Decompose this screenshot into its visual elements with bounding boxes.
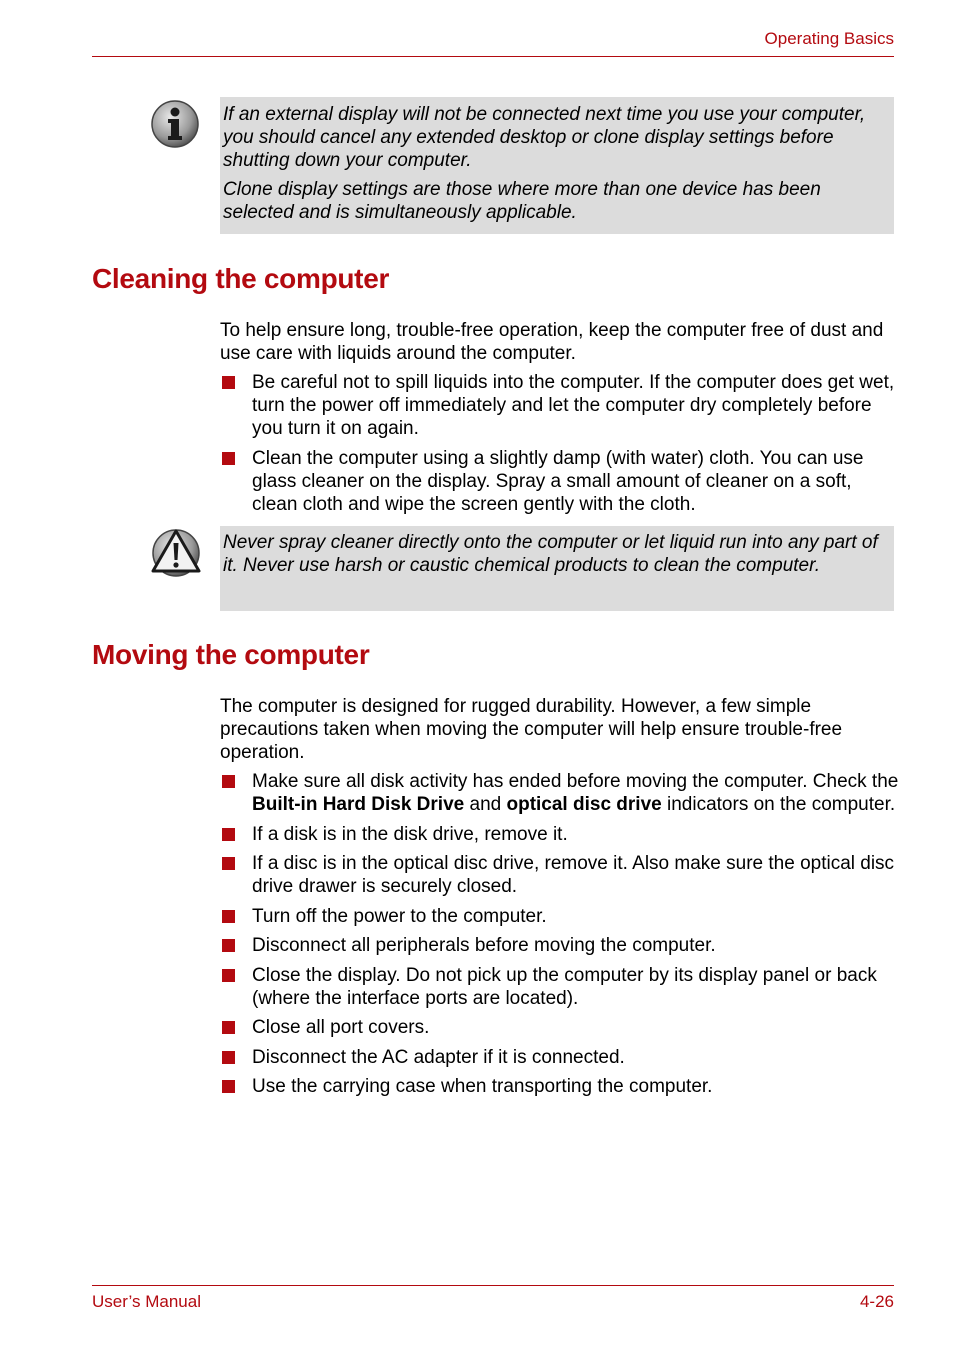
bullet-square-icon — [222, 1021, 235, 1034]
bullet-square-icon — [222, 1080, 235, 1093]
list-item — [220, 770, 900, 816]
bullet-square-icon — [222, 376, 235, 389]
bullet-text-part: indicators on the computer. — [661, 794, 896, 815]
section-title-cleaning: Cleaning the computer — [92, 263, 390, 294]
info-note — [220, 97, 894, 234]
list-item — [220, 1075, 900, 1098]
cleaning-intro: To help ensure long, trouble-free operation, keep the computer free of dust and use care with liquids around the computer. — [220, 320, 884, 364]
running-title: Operating Basics — [764, 29, 894, 48]
bullet-text: Disconnect the AC adapter if it is connected. — [252, 1046, 625, 1068]
list-item — [220, 905, 900, 928]
list-item — [220, 447, 900, 516]
info-note-paragraph: If an external display will not be connected next time you use your computer, you should cancel any extended desktop or clone display settings before shutting down your computer. — [223, 104, 866, 171]
list-item — [220, 934, 900, 957]
bullet-text: If a disk is in the disk drive, remove it. — [252, 823, 568, 845]
caution-note-text: Never spray cleaner directly onto the computer or let liquid run into any part of it. Never use harsh or caustic chemical products to clean the computer. — [223, 532, 878, 576]
bullet-text: Close the display. Do not pick up the computer by its display panel or back (where the interface ports are located). — [252, 964, 877, 1009]
moving-intro: The computer is designed for rugged durability. However, a few simple precautions taken when moving the computer will help ensure trouble-free operation. — [220, 696, 843, 763]
caution-note — [220, 526, 894, 611]
list-item — [220, 371, 900, 440]
bullet-text — [252, 771, 898, 815]
bullet-text: Clean the computer using a slightly damp (with water) cloth. You can use glass cleaner on the display. Spray a small amount of cleaner on a soft, clean cloth and wipe the screen gently with the cloth. — [252, 447, 864, 515]
bullet-text: If a disc is in the optical disc drive, remove it. Also make sure the optical disc drive drawer is securely closed. — [252, 853, 895, 897]
bullet-text: Be careful not to spill liquids into the computer. If the computer does get wet, turn the power off immediately and let the computer dry completely before you turn it on again. — [252, 372, 895, 439]
list-item — [220, 823, 900, 846]
bullet-square-icon — [222, 1051, 235, 1064]
bullet-square-icon — [222, 969, 235, 982]
bullet-square-icon — [222, 857, 235, 870]
cleaning-bullet-list — [220, 371, 900, 522]
list-item — [220, 852, 900, 898]
bullet-text-part: and — [464, 794, 507, 815]
bullet-square-icon — [222, 452, 235, 465]
list-item — [220, 964, 900, 1010]
bullet-square-icon — [222, 828, 235, 841]
bold-term: Built-in Hard Disk Drive — [252, 794, 465, 815]
bullet-text: Turn off the power to the computer. — [252, 905, 547, 927]
caution-icon — [150, 526, 202, 578]
bullet-text: Close all port covers. — [252, 1017, 430, 1038]
bullet-text: Use the carrying case when transporting the computer. — [252, 1076, 713, 1097]
header-rule — [92, 56, 894, 57]
page-number: 4-26 — [859, 1292, 894, 1311]
bullet-square-icon — [222, 910, 235, 923]
bullet-square-icon — [222, 939, 235, 952]
list-item — [220, 1046, 900, 1069]
moving-bullet-list — [220, 770, 900, 1105]
footer-rule — [92, 1285, 894, 1286]
info-note-paragraph: Clone display settings are those where more than one device has been selected and is simultaneously applicable. — [223, 179, 821, 223]
bold-term: optical disc drive — [506, 794, 662, 815]
list-item — [220, 1016, 900, 1039]
section-title-moving: Moving the computer — [92, 639, 370, 670]
bullet-square-icon — [222, 775, 235, 788]
footer-manual-name: User’s Manual — [92, 1292, 201, 1311]
bullet-text: Disconnect all peripherals before moving the computer. — [252, 935, 716, 956]
info-icon — [150, 99, 200, 149]
bullet-text-part: Make sure all disk activity has ended before moving the computer. Check the — [252, 771, 899, 792]
